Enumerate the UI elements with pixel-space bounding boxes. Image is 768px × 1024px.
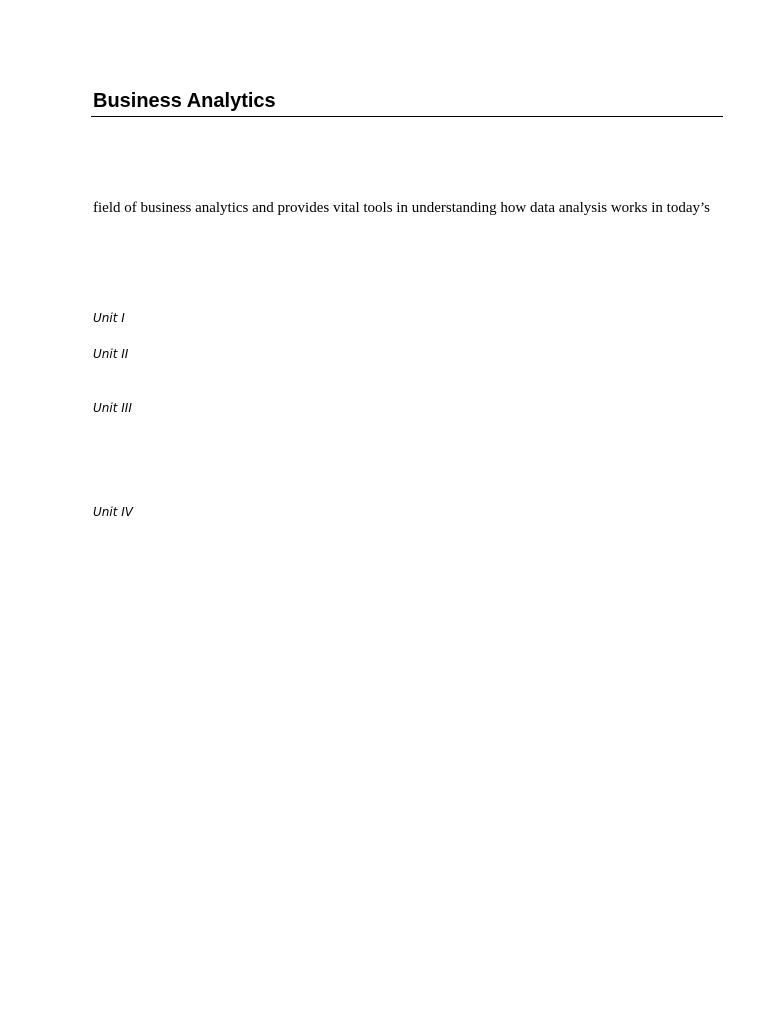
page-title: Business Analytics <box>93 90 276 112</box>
unit-heading-2: Unit II <box>93 347 129 361</box>
unit-heading-4: Unit IV <box>93 505 133 519</box>
unit-heading-3: Unit III <box>93 401 132 415</box>
unit-heading-1: Unit I <box>93 311 125 325</box>
body-text-line: field of business analytics and provides vital tools in understanding how data analysis works in today’s <box>93 200 710 216</box>
title-underline-divider <box>91 116 723 117</box>
